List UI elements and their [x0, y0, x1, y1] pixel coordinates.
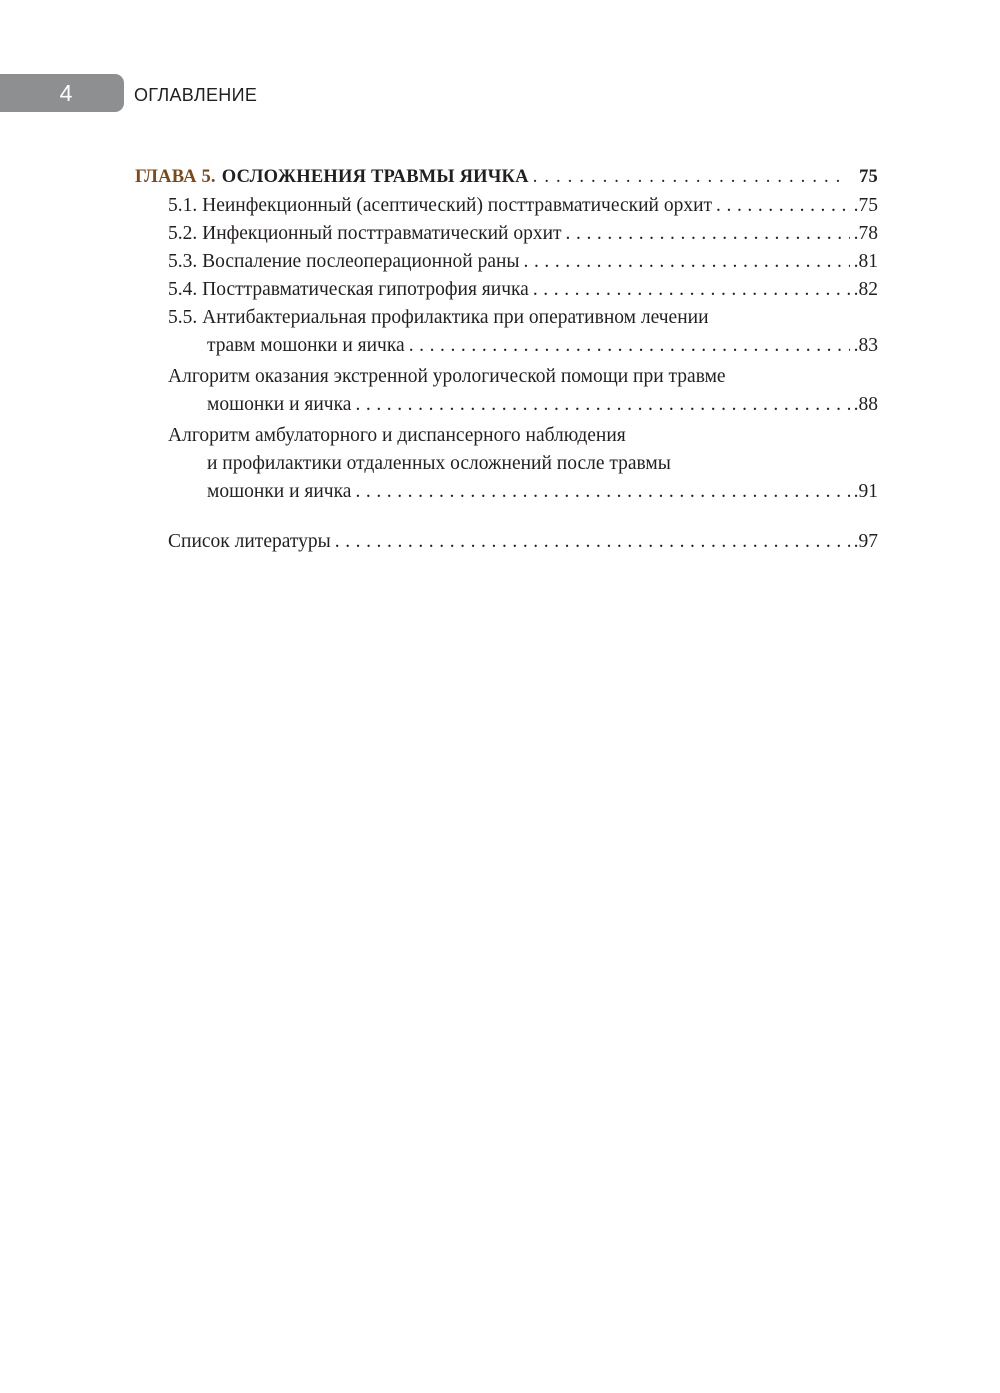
toc-entry-page: .81	[853, 251, 878, 272]
toc-entry-page: .83	[853, 335, 878, 356]
toc-entry-text: 5.1. Неинфекционный (асептический) посттравматический орхит	[168, 195, 713, 216]
toc-entry-text: 5.2. Инфекционный посттравматический орхит	[168, 223, 562, 244]
dot-leader	[566, 220, 850, 248]
toc-entry-line: и профилактики отдаленных осложнений после травмы	[207, 453, 671, 474]
toc-entry-5-3[interactable]	[135, 248, 878, 276]
toc-entry-text: мошонки и яичка	[207, 481, 352, 502]
toc-entry-line-last	[135, 391, 878, 419]
toc-entry-algorithm-emergency[interactable]	[135, 363, 878, 419]
chapter-label: ГЛАВА 5.	[135, 167, 216, 187]
toc-entry-text: травм мошонки и яичка	[207, 335, 405, 356]
dot-leader	[533, 276, 850, 304]
toc-chapter-5[interactable]	[135, 162, 878, 192]
page-header	[0, 74, 400, 112]
toc-entry-5-5[interactable]	[135, 304, 878, 360]
toc-entry-text: 5.4. Посттравматическая гипотрофия яичка	[168, 279, 529, 300]
toc-entry-5-4[interactable]	[135, 276, 878, 304]
toc-entry-page: .75	[853, 195, 878, 216]
dot-leader	[533, 162, 847, 192]
dot-leader	[716, 192, 850, 220]
toc-entry-text: Список литературы	[168, 531, 331, 552]
toc-entry-page: .88	[853, 394, 878, 415]
toc-entry-page: .97	[853, 531, 878, 552]
dot-leader	[335, 528, 850, 556]
page-number: 4	[59, 80, 73, 106]
chapter-page: 75	[859, 167, 878, 187]
toc-entry-line: Алгоритм амбулаторного и диспансерного наблюдения	[168, 425, 626, 446]
toc-entry-line: Алгоритм оказания экстренной урологической помощи при травме	[168, 366, 726, 387]
dot-leader	[355, 391, 849, 419]
dot-leader	[355, 478, 849, 506]
chapter-title: ОСЛОЖНЕНИЯ ТРАВМЫ ЯИЧКА	[221, 167, 529, 187]
toc-entry-5-1[interactable]	[135, 192, 878, 220]
toc-entry-5-2[interactable]	[135, 220, 878, 248]
toc-entry-text: мошонки и яичка	[207, 394, 352, 415]
dot-leader	[524, 248, 850, 276]
page-number-tab	[0, 74, 124, 112]
toc-entry-page: .78	[853, 223, 878, 244]
toc-entry-page: .82	[853, 279, 878, 300]
running-title: ОГЛАВЛЕНИЕ	[134, 85, 258, 105]
table-of-contents	[135, 162, 878, 556]
toc-entry-line-last	[135, 478, 878, 506]
toc-entry-page: .91	[853, 481, 878, 502]
toc-entry-line: 5.5. Антибактериальная профилактика при оперативном лечении	[168, 307, 709, 328]
dot-leader	[409, 332, 850, 360]
toc-entry-references[interactable]	[135, 528, 878, 556]
toc-entry-text: 5.3. Воспаление послеоперационной раны	[168, 251, 520, 272]
toc-entry-line-last	[135, 332, 878, 360]
toc-entry-algorithm-followup[interactable]	[135, 422, 878, 506]
